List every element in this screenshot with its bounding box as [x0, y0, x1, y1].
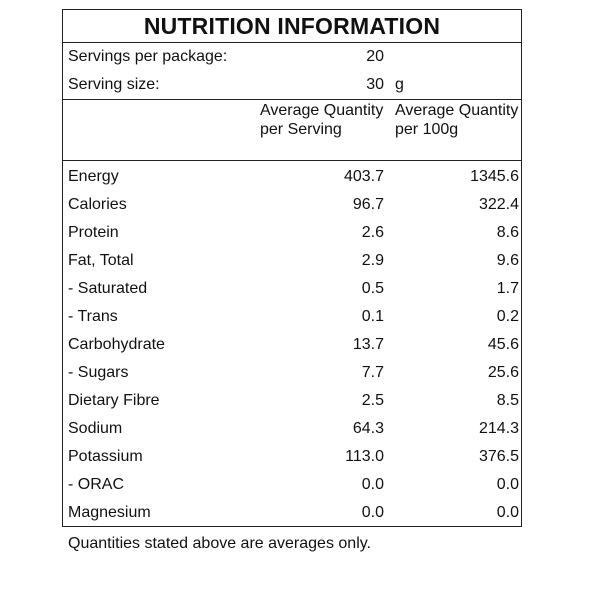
nutrient-table	[63, 161, 521, 527]
per-serving-value: 0.1	[361, 308, 384, 325]
per-100g-value: 1345.6	[470, 168, 519, 185]
table-row	[63, 471, 521, 499]
header-per-100g: Average Quantity per 100g	[395, 102, 519, 138]
nutrient-name: Carbohydrate	[68, 336, 165, 353]
table-row	[63, 247, 521, 275]
table-row	[63, 163, 521, 191]
table-row	[63, 191, 521, 219]
per-serving-value: 113.0	[345, 448, 384, 465]
nutrient-name: Energy	[68, 168, 119, 185]
serving-size-row	[63, 71, 521, 99]
nutrient-name: - Trans	[68, 308, 118, 325]
footnote: Quantities stated above are averages only.	[68, 535, 371, 552]
header-per-serving: Average Quantity per Serving	[260, 102, 384, 138]
per-serving-value: 403.7	[343, 168, 384, 185]
nutrient-name: - Saturated	[68, 280, 148, 297]
table-row	[63, 499, 521, 527]
servings-value: 20	[366, 48, 384, 65]
per-100g-value: 214.3	[478, 420, 519, 437]
serving-size-unit: g	[395, 76, 404, 93]
per-100g-value: 45.6	[487, 336, 519, 353]
nutrient-name: Potassium	[68, 448, 143, 465]
per-100g-value: 322.4	[478, 196, 519, 213]
per-serving-value: 2.6	[361, 224, 384, 241]
table-row	[63, 219, 521, 247]
per-serving-value: 2.9	[361, 252, 384, 269]
per-serving-value: 0.5	[361, 280, 384, 297]
table-row	[63, 359, 521, 387]
per-100g-value: 8.6	[496, 224, 519, 241]
table-row	[63, 303, 521, 331]
panel-title: NUTRITION INFORMATION	[63, 10, 521, 43]
serving-size-label: Serving size:	[68, 76, 160, 93]
per-100g-value: 0.0	[496, 476, 519, 493]
serving-size-value: 30	[366, 76, 384, 93]
nutrient-name: Dietary Fibre	[68, 392, 160, 409]
per-100g-value: 0.0	[496, 504, 519, 521]
per-serving-value: 7.7	[361, 364, 384, 381]
per-serving-value: 13.7	[352, 336, 384, 353]
nutrient-name: - ORAC	[68, 476, 124, 493]
servings-label: Servings per package:	[68, 48, 228, 65]
table-row	[63, 415, 521, 443]
per-100g-value: 25.6	[487, 364, 519, 381]
nutrient-name: Fat, Total	[68, 252, 134, 269]
nutrient-name: Protein	[68, 224, 119, 241]
nutrient-name: Calories	[68, 196, 127, 213]
per-100g-value: 376.5	[478, 448, 519, 465]
per-serving-value: 96.7	[352, 196, 384, 213]
nutrient-name: Sodium	[68, 420, 123, 437]
table-row	[63, 443, 521, 471]
per-100g-value: 1.7	[496, 280, 519, 297]
per-serving-value: 0.0	[361, 504, 384, 521]
table-row	[63, 331, 521, 359]
table-row	[63, 275, 521, 303]
nutrition-panel	[62, 9, 522, 527]
column-headers	[63, 99, 521, 161]
per-100g-value: 8.5	[496, 392, 519, 409]
servings-row	[63, 43, 521, 71]
per-serving-value: 64.3	[352, 420, 384, 437]
table-row	[63, 387, 521, 415]
per-100g-value: 9.6	[496, 252, 519, 269]
nutrient-name: - Sugars	[68, 364, 129, 381]
per-serving-value: 0.0	[361, 476, 384, 493]
per-serving-value: 2.5	[361, 392, 384, 409]
nutrient-name: Magnesium	[68, 504, 151, 521]
per-100g-value: 0.2	[496, 308, 519, 325]
